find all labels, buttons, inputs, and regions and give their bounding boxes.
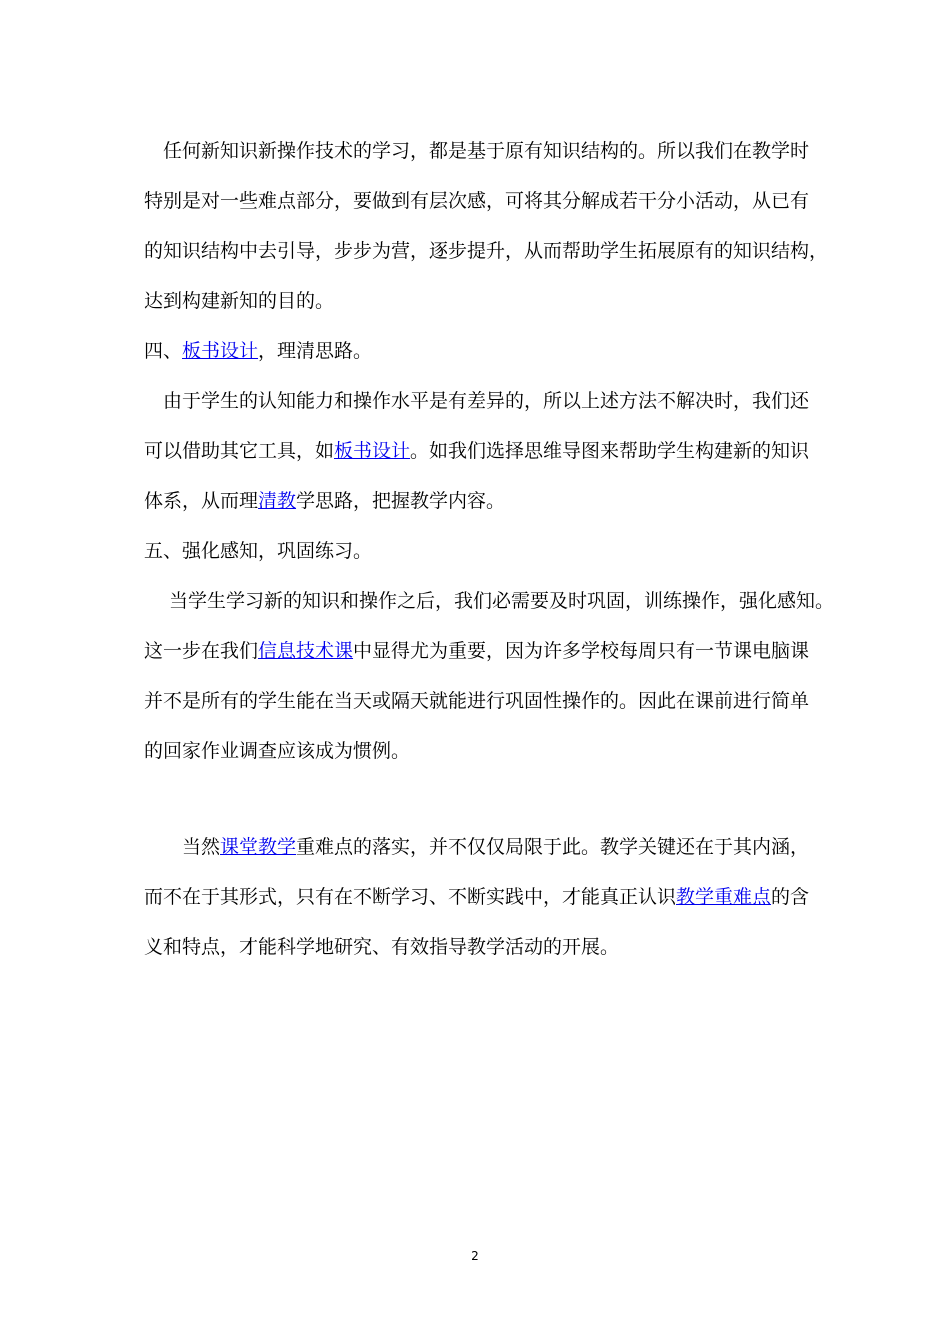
text-segment: 可以借助其它工具，如 — [144, 440, 335, 462]
text-line: 五、强化感知，巩固练习。 — [144, 540, 373, 562]
text-line: 任何新知识新操作技术的学习，都是基于原有知识结构的。所以我们在教学时 — [144, 140, 810, 162]
section-heading-4 — [144, 326, 812, 376]
heading-prefix: 四、 — [144, 340, 183, 362]
text-segment: 而不在于其形式，只有在不断学习、不断实践中，才能真正认识 — [144, 886, 677, 908]
text-segment: 这一步在我们 — [144, 640, 259, 662]
text-segment: 的含 — [771, 886, 810, 908]
text-line: 的知识结构中去引导，步步为营，逐步提升，从而帮助学生拓展原有的知识结构， — [144, 240, 829, 262]
text-line: 的回家作业调查应该成为惯例。 — [144, 740, 411, 762]
text-line — [144, 476, 812, 526]
page-number: 2 — [471, 1249, 479, 1263]
heading-suffix: ，理清思路。 — [258, 340, 373, 362]
paragraph-knowledge-structure — [144, 126, 829, 326]
text-line: 特别是对一些难点部分，要做到有层次感，可将其分解成若干分小活动，从已有 — [144, 190, 810, 212]
link-teaching-key-points[interactable]: 教学重难点 — [676, 886, 772, 908]
text-line: 达到构建新知的目的。 — [144, 290, 335, 312]
paragraph-practice — [144, 576, 835, 776]
text-segment: 当然 — [144, 836, 221, 858]
link-board-design[interactable]: 板书设计 — [182, 340, 259, 362]
text-line — [144, 872, 812, 922]
text-line: 义和特点，才能科学地研究、有效指导教学活动的开展。 — [144, 936, 620, 958]
paragraph-conclusion — [144, 822, 812, 972]
link-it-class[interactable]: 信息技术课 — [258, 640, 354, 662]
link-qingjiao[interactable]: 清教 — [258, 490, 297, 512]
text-line — [144, 326, 812, 376]
text-line — [144, 822, 812, 872]
link-classroom-teaching[interactable]: 课堂教学 — [220, 836, 297, 858]
text-line — [144, 626, 812, 676]
text-segment: 中显得尤为重要，因为许多学校每周只有一节课电脑课 — [353, 640, 810, 662]
text-line — [144, 426, 812, 476]
text-line: 由于学生的认知能力和操作水平是有差异的，所以上述方法不解决时，我们还 — [144, 390, 810, 412]
text-line: 当学生学习新的知识和操作之后，我们必需要及时巩固，训练操作，强化感知。 — [144, 590, 835, 612]
link-board-design-2[interactable]: 板书设计 — [334, 440, 411, 462]
text-segment: 学思路，把握教学内容。 — [296, 490, 506, 512]
paragraph-board-design — [144, 376, 812, 526]
section-heading-5 — [144, 526, 812, 576]
text-line: 并不是所有的学生能在当天或隔天就能进行巩固性操作的。因此在课前进行简单 — [144, 690, 810, 712]
text-segment: 体系，从而理 — [144, 490, 259, 512]
text-segment: 。如我们选择思维导图来帮助学生构建新的知识 — [410, 440, 810, 462]
text-segment: 重难点的落实，并不仅仅局限于此。教学关键还在于其内涵， — [296, 836, 810, 858]
